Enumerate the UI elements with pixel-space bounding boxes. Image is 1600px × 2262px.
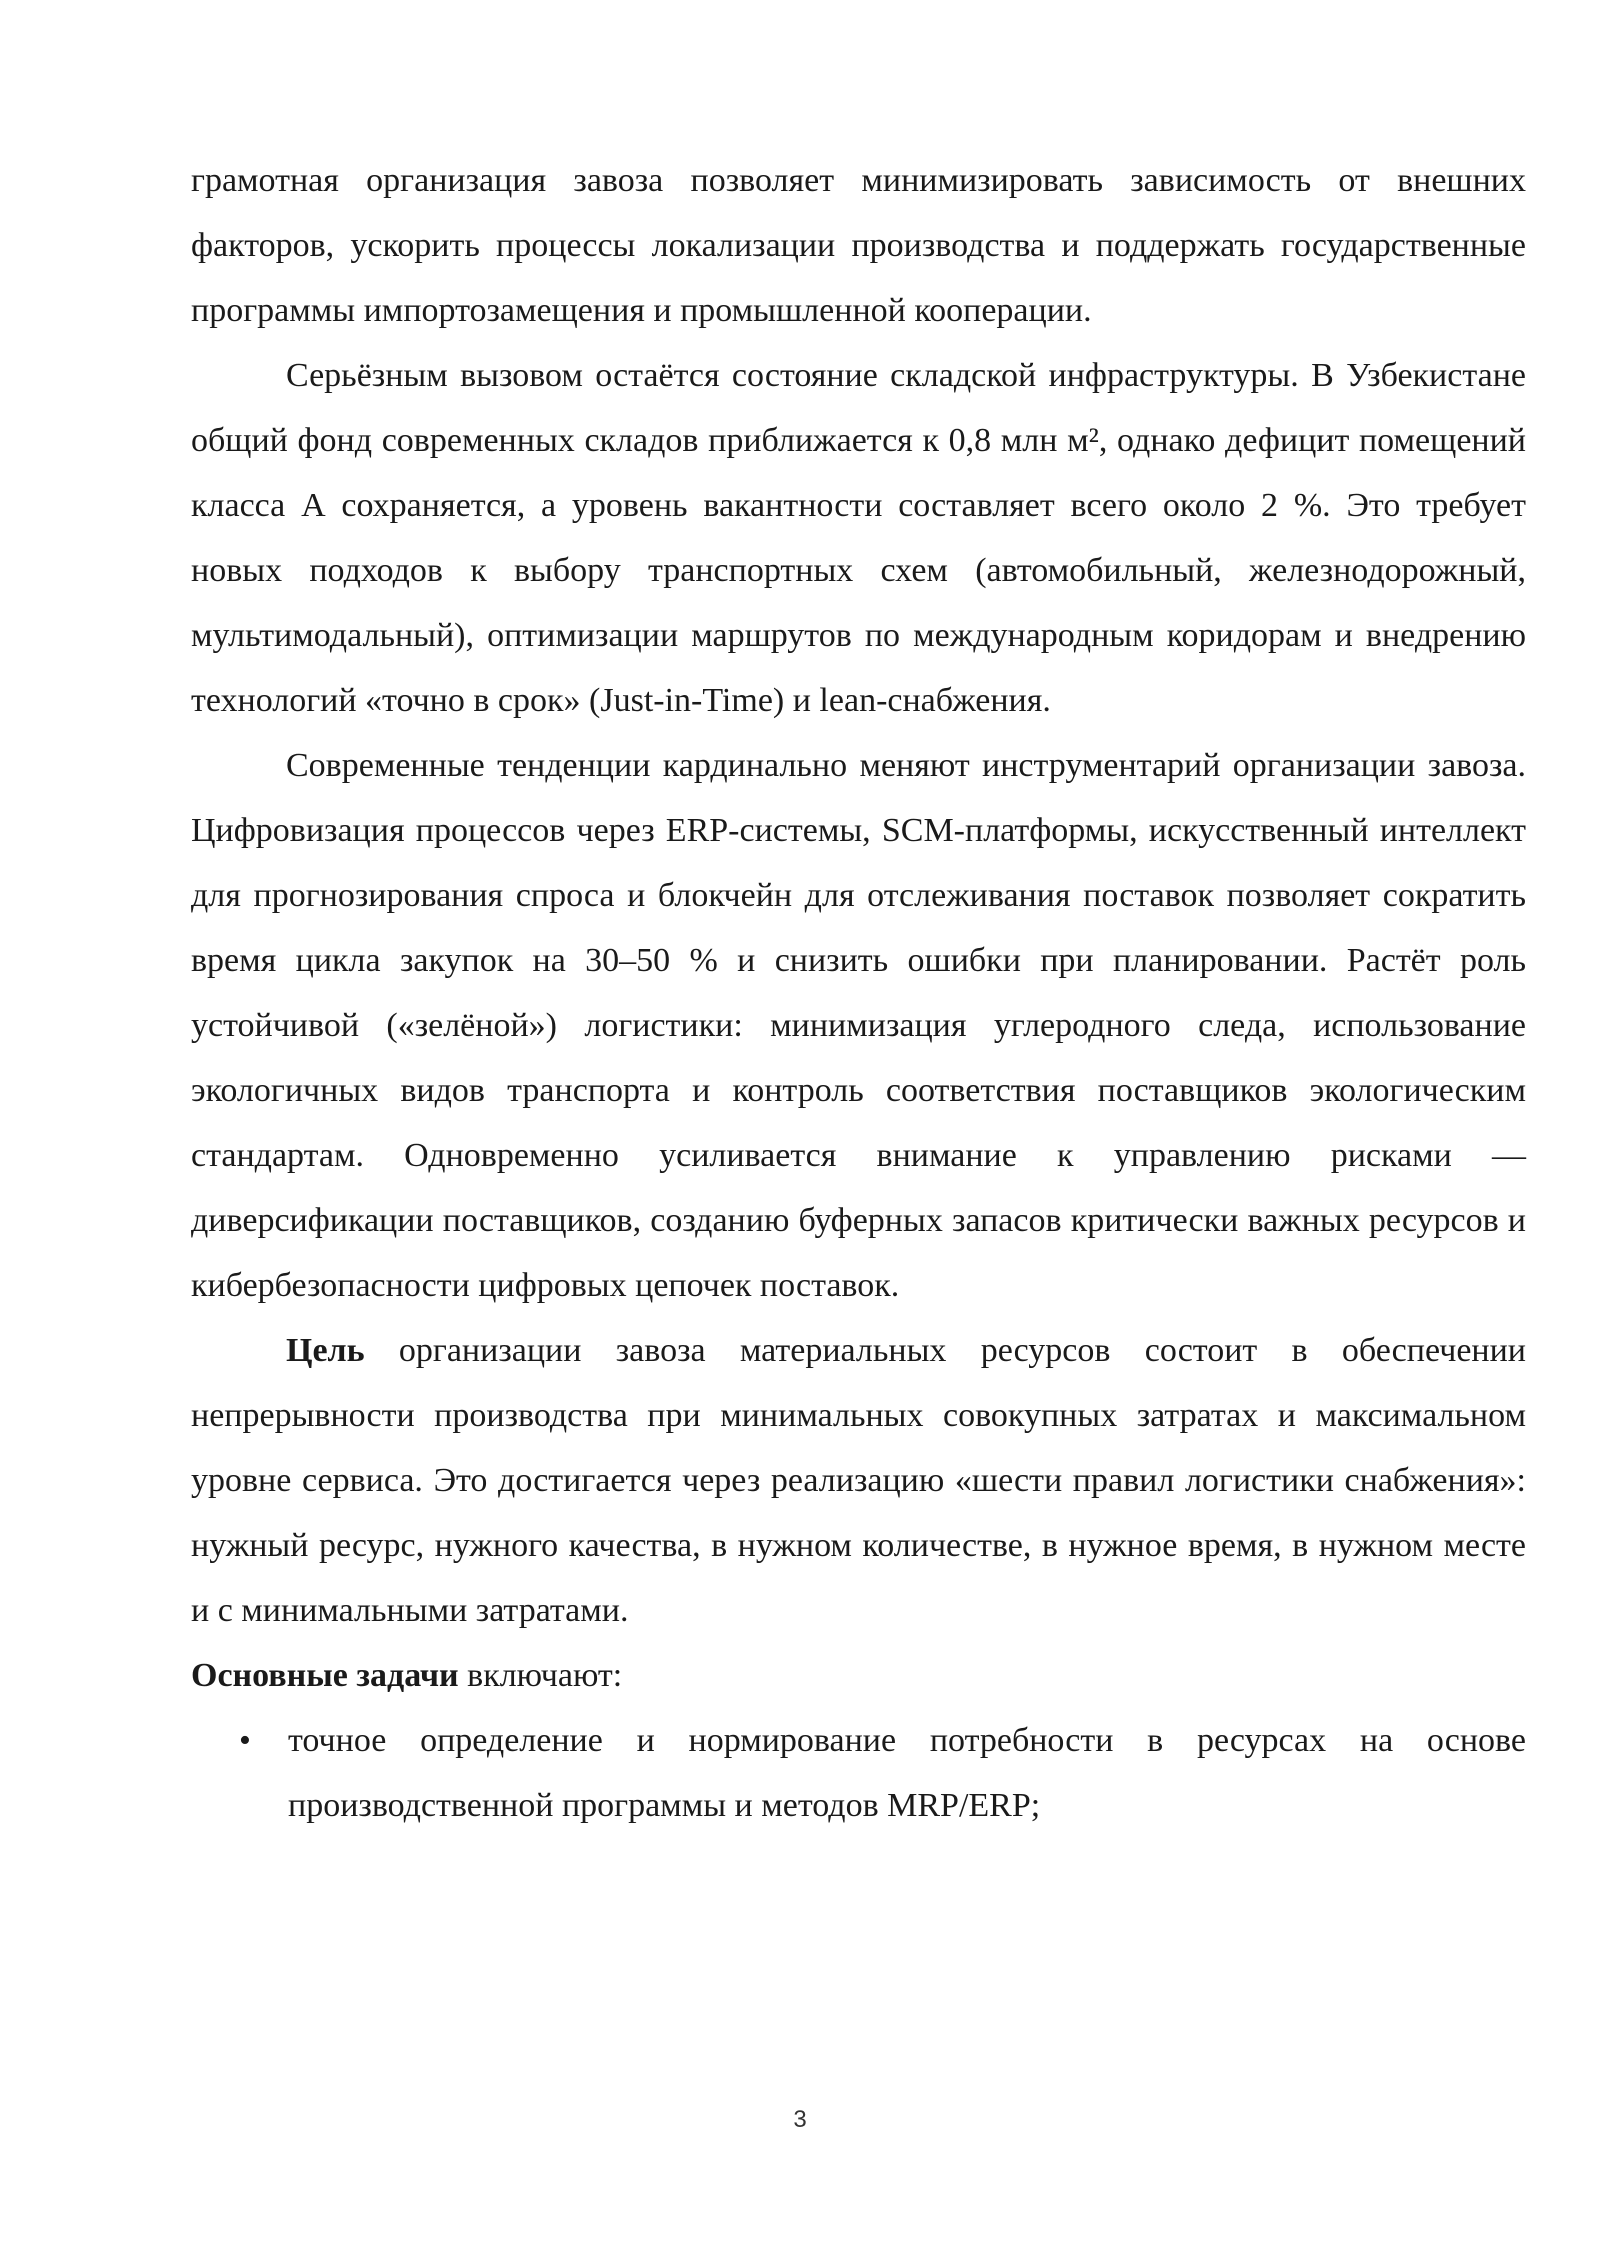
paragraph-continuation: грамотная организация завоза позволяет минимизировать зависимость от внешних факторов, ускорить процессы локализации производства и поддержать государственные программы импортозамещения и промышленной кооперации. (191, 162, 1526, 329)
page-number: 3 (793, 2106, 807, 2133)
document-body (191, 148, 1526, 1838)
task-text: точное определение и нормирование потребности в ресурсах на основе производственной программы и методов MRP/ERP; (288, 1722, 1526, 1824)
bullet-icon: • (239, 1722, 251, 1759)
tasks-heading-text: включают: (458, 1657, 623, 1694)
tasks-heading-bold: Основные задачи (191, 1657, 459, 1694)
tasks-heading (191, 1643, 1526, 1708)
paragraph-goal (191, 1318, 1526, 1643)
task-list (191, 1708, 1526, 1838)
paragraph-warehouse-infrastructure: Серьёзным вызовом остаётся состояние складской инфраструктуры. В Узбекистане общий фонд современных складов приближается к 0,8 млн м², однако дефицит помещений класса А сохраняется, а уровень вакантности составляет всего около 2 %. Это требует новых подходов к выбору транспортных схем (автомобильный, железнодорожный, мультимодальный), оптимизации маршрутов по международным коридорам и внедрению технологий «точно в срок» (Just-in-Time) и lean-снабжения. (191, 357, 1526, 719)
paragraph-modern-trends: Современные тенденции кардинально меняют инструментарий организации завоза. Цифровизация процессов через ERP-системы, SCM-платформы, искусственный интеллект для прогнозирования спроса и блокчейн для отслеживания поставок позволяет сократить время цикла закупок на 30–50 % и снизить ошибки при планировании. Растёт роль устойчивой («зелёной») логистики: минимизация углеродного следа, использование экологичных видов транспорта и контроль соответствия поставщиков экологическим стандартам. Одновременно усиливается внимание к управлению рисками — диверсификации поставщиков, созданию буферных запасов критически важных ресурсов и кибербезопасности цифровых цепочек поставок. (191, 747, 1526, 1304)
goal-bold-lead: Цель (286, 1332, 365, 1369)
goal-text: организации завоза материальных ресурсов состоит в обеспечении непрерывности производства при минимальных совокупных затратах и максимальном уровне сервиса. Это достигается через реализацию «шести правил логистики снабжения»: нужный ресурс, нужного качества, в нужном количестве, в нужное время, в нужном месте и с минимальными затратами. (191, 1332, 1526, 1629)
list-item (191, 1708, 1526, 1838)
